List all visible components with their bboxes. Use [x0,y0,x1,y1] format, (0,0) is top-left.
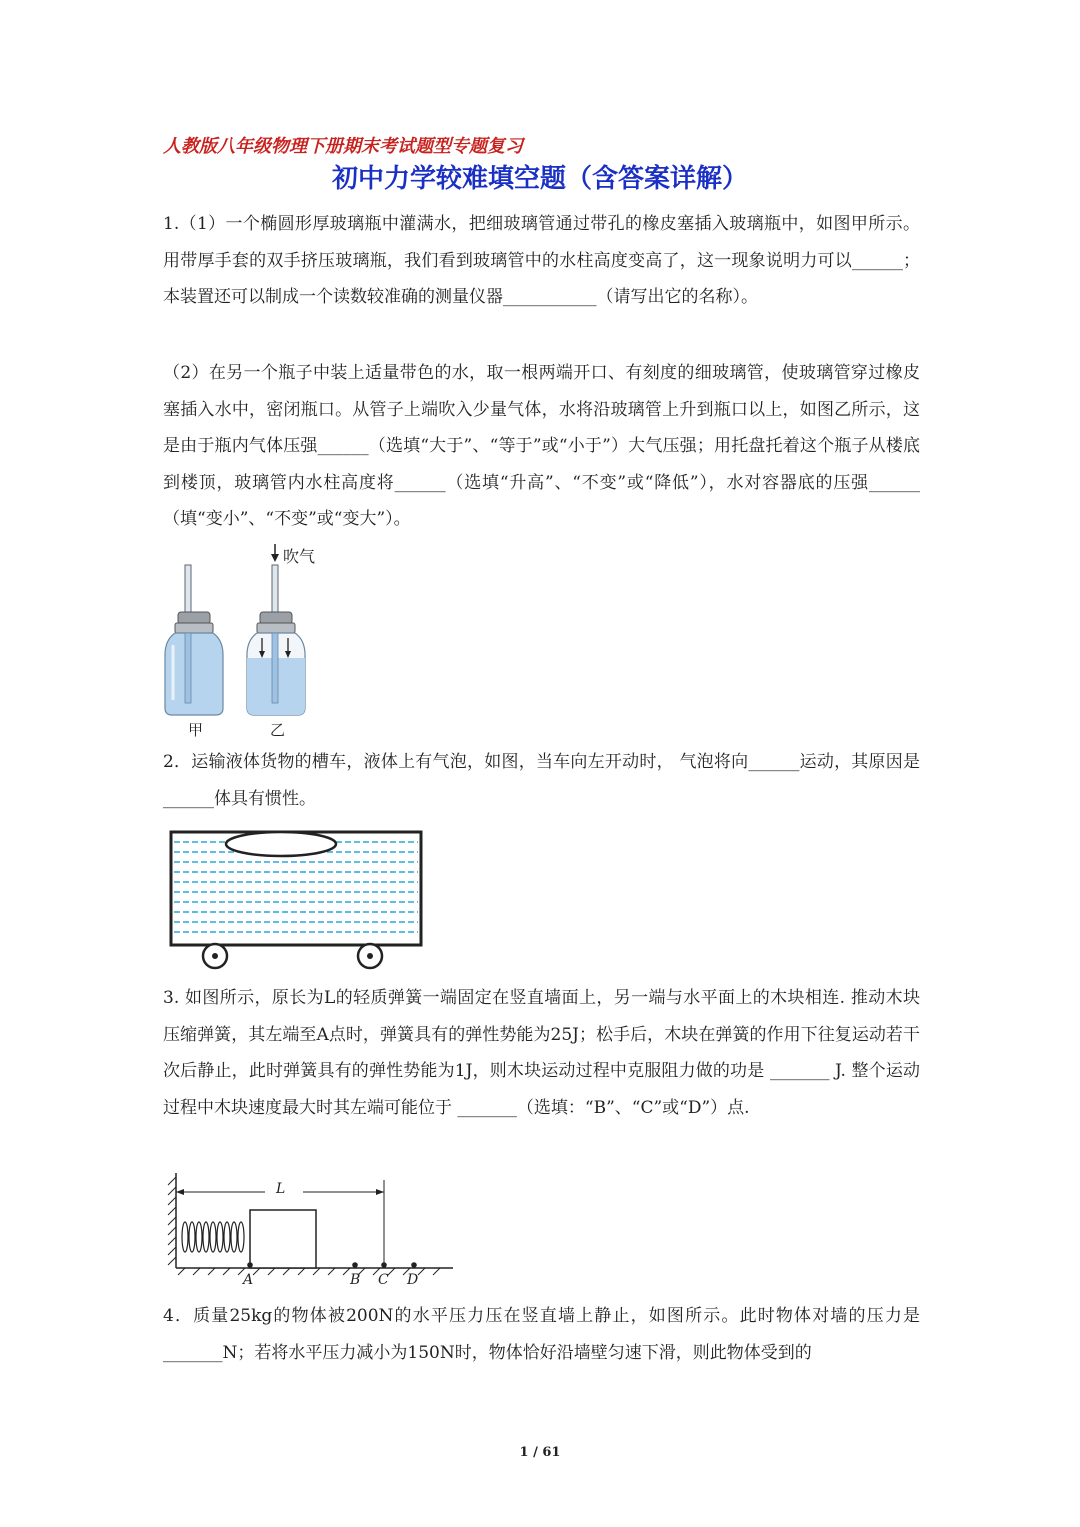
point-c [381,1262,387,1268]
document-subtitle: 人教版八年级物理下册期末考试题型专题复习 [163,136,523,157]
label-point-a: A [243,1272,254,1288]
wooden-block [250,1210,316,1268]
label-point-b: B [350,1272,361,1288]
question-2: 2．运输液体货物的槽车，液体上有气泡，如图，当车向左开动时， 气泡将向______运动，其原因是______体具有惯性。 [163,752,920,809]
spring [182,1222,244,1252]
question-1-part-1: 1.（1）一个椭圆形厚玻璃瓶中灌满水，把细玻璃管通过带孔的橡皮塞插入玻璃瓶中，如图甲所示。用带厚手套的双手挤压玻璃瓶，我们看到玻璃管中的水柱高度变高了，这一现象说明力可以______；本装置还可以制成一个读数较准确的测量仪器___________（请写出它的名称）。 [163,214,920,307]
wheel-left [203,944,227,968]
spring-block-figure [165,1165,465,1290]
label-length-l: L [276,1181,286,1197]
document-title: 初中力学较难填空题（含答案详解） [331,164,748,194]
bottle-a [165,565,223,715]
label-point-c: C [378,1272,389,1288]
wheel-right [358,944,382,968]
page-number: 1 / 61 [519,1445,561,1460]
label-bottle-a: 甲 [188,721,204,739]
label-bottle-b: 乙 [270,721,286,739]
question-1-part-2: （2）在另一个瓶子中装上适量带色的水，取一根两端开口、有刻度的细玻璃管，使玻璃管穿过橡皮塞插入水中，密闭瓶口。从管子上端吹入少量气体，水将沿玻璃管上升到瓶口以上，如图乙所示，这是由于瓶内气体压强______（选填“大于”、“等于”或“小于”）大气压强；用托盘托着这个瓶子从楼底到楼顶，玻璃管内水柱高度将______（选填“升高”、“不变”或“降低”），水对容器底的压强______（填“变小”、“不变”或“变大”）。 [163,363,920,529]
question-4: 4．质量25kg的物体被200N的水平压力压在竖直墙上静止，如图所示。此时物体对墙的压力是_______N；若将水平压力减小为150N时，物体恰好沿墙壁匀速下滑，则此物体受到的 [163,1306,920,1363]
point-a [247,1262,253,1268]
question-3: 3. 如图所示，原长为L的轻质弹簧一端固定在竖直墙面上，另一端与水平面上的木块相连. 推动木块压缩弹簧，其左端至A点时，弹簧具有的弹性势能为25J；松手后，木块在弹簧的作用下往复运动若干次后静止，此时弹簧具有的弹性势能为1J，则木块运动过程中克服阻力做的功是 _______ J. 整个运动过程中木块速度最大时其左端可能位于 _______（选填：“B”、“C”或“D”）点. [163,988,920,1118]
air-bubble [226,832,336,856]
point-b [352,1262,358,1268]
label-point-d: D [407,1272,419,1288]
bottles-figure [150,540,350,740]
tank-car-figure [165,825,430,973]
point-d [411,1262,417,1268]
bottle-b [247,544,305,715]
label-blow-air: 吹气 [283,547,316,566]
